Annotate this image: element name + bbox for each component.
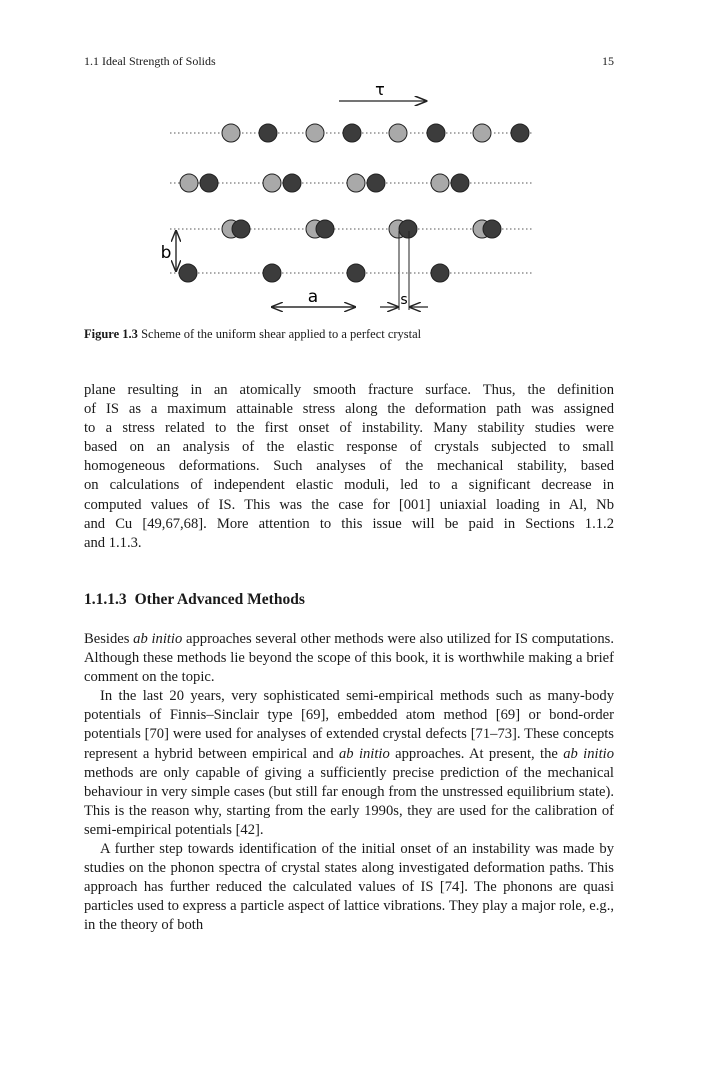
shear-scheme-figure (0, 0, 702, 320)
paragraph-continuation-text (84, 381, 614, 553)
atom-light (306, 124, 324, 142)
atom-light (222, 124, 240, 142)
text-line: and Cu [49,67,68]. More attention to this issue will be paid in Sections 1.1.2 (84, 515, 614, 532)
paragraph-phonon: A further step towards identification of the initial onset of an instability was made by studies on the phonon spectra of crystal states along investigated deformation paths. This approach has further reduced the calculated values of IS [74]. The phonons are quasi particles used to express a particle aspect of lattice vibrations. They play a major role, e.g., in the theory of both (84, 841, 614, 934)
atom-light (431, 174, 449, 192)
section-title: Other Advanced Methods (134, 591, 305, 608)
atom-dark (431, 264, 449, 282)
atom-dark (367, 174, 385, 192)
atom-dark (399, 220, 417, 238)
atom-dark (427, 124, 445, 142)
text-line: on calculations of independent elastic moduli, led to a significant decrease in (84, 477, 614, 494)
atom-dark (316, 220, 334, 238)
lattice-planes (170, 133, 534, 273)
a-label: a (307, 287, 319, 307)
atom-dark (200, 174, 218, 192)
text-line: computed values of IS. This was the case for [001] uniaxial loading in Al, Nb (84, 496, 614, 513)
b-label: b (160, 243, 172, 263)
atom-dark (263, 264, 281, 282)
atom-light (473, 124, 491, 142)
text-line: plane resulting in an atomically smooth fracture surface. Thus, the definition (84, 382, 614, 398)
figure-caption (84, 327, 614, 342)
atoms (179, 124, 529, 282)
section-heading (84, 591, 305, 609)
text-line: homogeneous deformations. Such analyses of the mechanical stability, based (84, 458, 614, 475)
paragraph-semi-empirical: In the last 20 years, very sophisticated semi-empirical methods such as many-body potentials of Finnis–Sinclair type [69], embedded atom method [69] or bond-order potentials [70] were used for analyses of extended crystal defects [71–73]. These concepts represent a hybrid between empirical and ab initio approaches. At present, the ab initio methods are only capable of giving a sufficiently precise prediction of the mechanical behaviour in very simple cases (but still far enough from the unstressed equilibrium state). This is the reason why, starting from the early 1990s, they are used for the calibration of semi-empirical potentials [42]. (84, 688, 614, 838)
atom-light (263, 174, 281, 192)
tau-label: τ (375, 80, 385, 99)
atom-dark (511, 124, 529, 142)
atom-dark (179, 264, 197, 282)
atom-light (180, 174, 198, 192)
section-number: 1.1.1.3 (84, 591, 127, 608)
atom-dark (343, 124, 361, 142)
paragraph-continuation (84, 381, 614, 553)
atom-light (389, 124, 407, 142)
atom-dark (347, 264, 365, 282)
atom-dark (232, 220, 250, 238)
atom-dark (483, 220, 501, 238)
running-title: 1.1 Ideal Strength of Solids (84, 54, 216, 68)
text-line: and 1.1.3. (84, 534, 142, 551)
text-line: of IS as a maximum attainable stress along the deformation path was assigned (84, 401, 614, 418)
atom-dark (451, 174, 469, 192)
figure-caption-text: Scheme of the uniform shear applied to a perfect crystal (141, 327, 422, 341)
atom-dark (259, 124, 277, 142)
atom-dark (283, 174, 301, 192)
text-line: based on an analysis of the elastic response of crystals subjected to small (84, 439, 614, 456)
text-line: to a stress related to the first onset of instability. Many stability studies were (84, 420, 614, 437)
figure-caption-label: Figure 1.3 (84, 327, 138, 341)
section-body (84, 630, 614, 936)
atom-light (347, 174, 365, 192)
s-label: s (400, 292, 408, 308)
paragraph-besides: Besides ab initio approaches several other methods were also utilized for IS computations. Although these methods lie beyond the scope of this book, it is worthwhile making a brief comment on the topic. (84, 631, 614, 686)
page-number: 15 (602, 54, 614, 68)
